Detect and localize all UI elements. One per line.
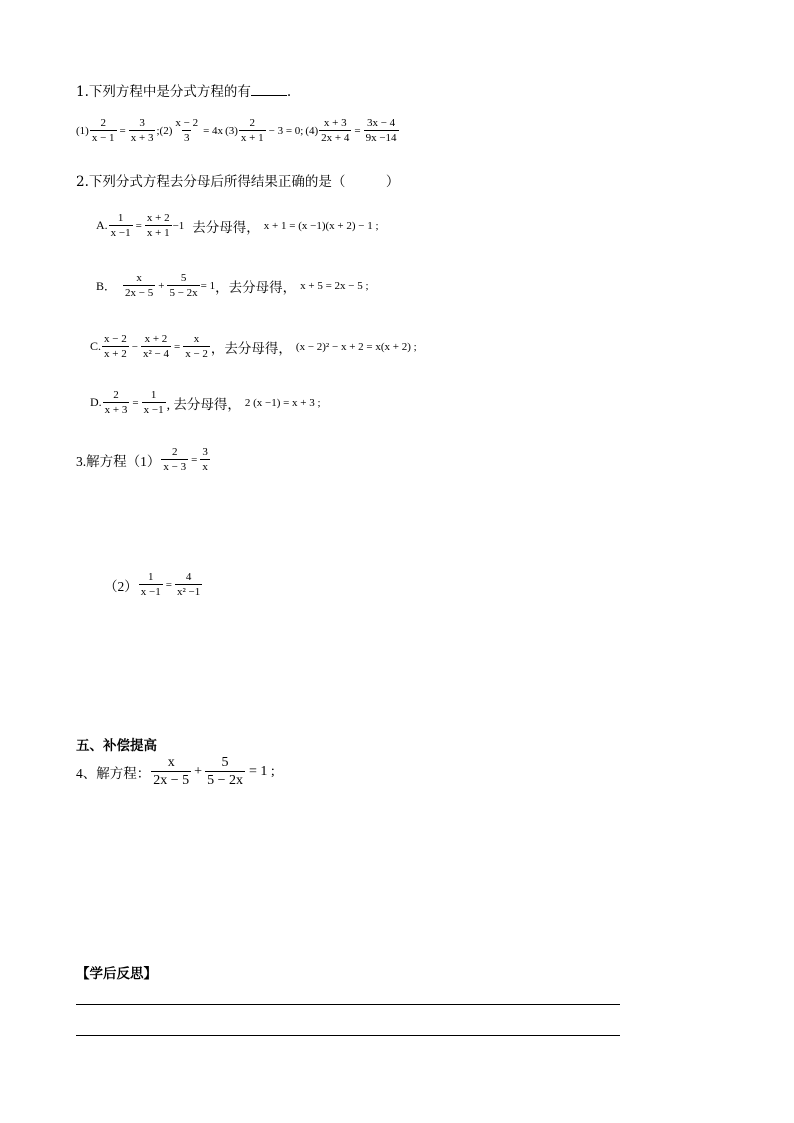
fraction: $\frac{x}{2x - 5}$ (125, 272, 154, 300)
question-1: 1.下列方程中是分式方程的有 . (76, 84, 292, 100)
fraction: $\frac{5}{5 - 2x}$ (207, 755, 243, 789)
option-a: A. $\frac{1}{x -1}$ = $\frac{x + 2}{x + 1}$ −1 去分母得， x + 1 = (x −1)(x + 2) − 1 ; (96, 212, 379, 240)
fraction: $\frac{2}{x + 1}$ (240, 117, 264, 145)
fraction: $\frac{2}{x - 1}$ (91, 117, 115, 145)
question-1-stem: 1.下列方程中是分式方程的有 (76, 84, 251, 100)
fraction: $\frac{x - 2}{x + 2}$ (104, 333, 127, 361)
fraction: $\frac{x - 2}{3}$ (175, 117, 199, 145)
option-b: B． $\frac{x}{2x - 5}$ + $\frac{5}{5 - 2x}$ = 1 ，去分母得， x + 5 = 2x − 5 ; (96, 272, 369, 300)
question-3: 3.解方程（1） $\frac{2}{x - 3}$ = $\frac{3}{x}$ (76, 446, 208, 474)
answer-blank[interactable] (251, 83, 287, 96)
fraction: $\frac{x + 3}{2x + 4}$ (321, 117, 350, 145)
fraction: $\frac{x + 2}{\text{x² − 4}}$ (142, 333, 169, 361)
fraction: $\frac{x}{2x - 5}$ (153, 755, 190, 789)
question-1-equations: (1) $\frac{2}{x - 1}$ = $\frac{3}{x + 3}$ ;(2) $\frac{x - 2}{3}$ = 4x (3) $\frac{2}{x + 1}$ − 3 = 0; (4) $\frac{x + 3}{2x + 4}$ = $\frac{3x - 4}{9x -14}$ (76, 117, 397, 145)
fraction: $\frac{5}{5 - 2x}$ (169, 272, 198, 300)
question-4: 4、解方程： $\frac{x}{2x - 5}$ + $\frac{5}{5 - 2x}$ = 1 ; (76, 755, 275, 789)
fraction: $\frac{x}{x - 2}$ (185, 333, 208, 361)
fraction: $\frac{4}{\text{x² −1}}$ (176, 571, 201, 599)
section-5-title: 五、补偿提高 (76, 738, 157, 754)
fraction: $\frac{x + 2}{x + 1}$ (146, 212, 170, 240)
option-d: D. $\frac{2}{x + 3}$ = $\frac{1}{x -1}$ , 去分母得， 2 (x −1) = x + 3 ; (90, 389, 321, 417)
reflection-line-1[interactable] (76, 1004, 620, 1005)
fraction: $\frac{2}{x - 3}$ (163, 446, 187, 474)
option-c: C. $\frac{x - 2}{x + 2}$ − $\frac{x + 2}{\text{x² − 4}}$ = $\frac{x}{x - 2}$ ，去分母得， (x − 2)² − x + 2 = x(x + 2) ; (90, 333, 417, 361)
fraction: $\frac{3}{x}$ (202, 446, 208, 474)
fraction: $\frac{1}{x -1}$ (143, 389, 164, 417)
fraction: $\frac{1}{x -1}$ (110, 212, 131, 240)
question-3-stem: 3.解方程（1） (76, 453, 161, 469)
question-2-stem: 2.下列分式方程去分母后所得结果正确的是（ ） (76, 174, 400, 190)
fraction: $\frac{3}{x + 3}$ (130, 117, 154, 145)
fraction: $\frac{1}{x -1}$ (140, 571, 161, 599)
reflection-line-2[interactable] (76, 1035, 620, 1036)
fraction: $\frac{3x - 4}{9x -14}$ (365, 117, 397, 145)
question-3-part-2: （2） $\frac{1}{x -1}$ = $\frac{4}{\text{x² −1}}$ (104, 571, 201, 599)
reflection-title: 【学后反思】 (76, 966, 157, 982)
fraction: $\frac{2}{x + 3}$ (104, 389, 128, 417)
question-4-stem: 4、解方程： (76, 765, 151, 781)
